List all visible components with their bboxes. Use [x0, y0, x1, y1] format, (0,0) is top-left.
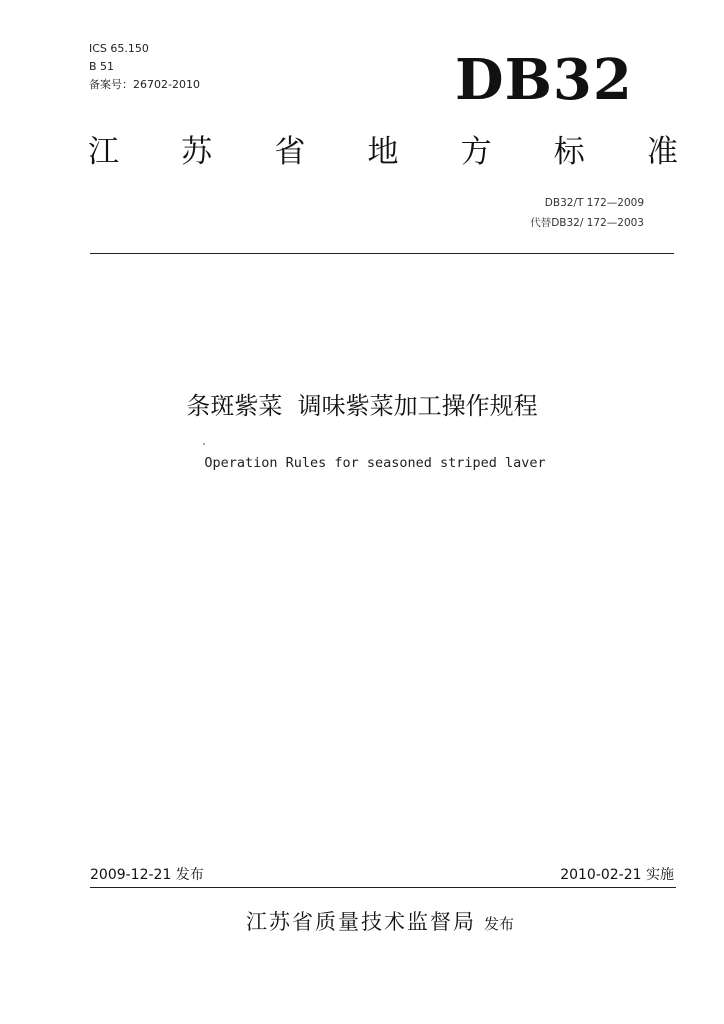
record-number: 备案号：26702-2010	[89, 78, 200, 91]
ccs-code: B 51	[89, 60, 115, 73]
standard-code-logo: DB32	[455, 47, 633, 113]
ics-code: ICS 65.150	[89, 42, 149, 55]
issuer-name: 江苏省质量技术监督局	[245, 910, 476, 934]
standard-number: DB32/T 172—2009	[544, 197, 644, 209]
publish-date: 2009-12-21 发布	[90, 867, 204, 883]
title-char: 准	[646, 134, 678, 170]
header-divider	[90, 253, 674, 254]
issuer-suffix: 发布	[483, 915, 514, 933]
title-char: 江	[88, 134, 119, 170]
document-title-english: Operation Rules for seasoned striped laver	[204, 455, 546, 471]
title-char: 苏	[181, 134, 213, 170]
title-char: 标	[553, 134, 585, 170]
scan-speck	[203, 443, 205, 445]
effective-date: 2010-02-21 实施	[560, 867, 674, 883]
standard-numbers	[530, 193, 644, 233]
classification-block	[89, 40, 200, 94]
document-title-chinese: 条斑紫菜 调味紫菜加工操作规程	[186, 392, 538, 420]
standard-type-title	[88, 132, 678, 172]
replaces-number: 代替DB32/ 172—2003	[530, 217, 644, 229]
issuing-authority	[0, 906, 724, 936]
title-char: 方	[460, 134, 492, 170]
title-char: 省	[274, 134, 306, 170]
footer-divider	[90, 887, 676, 888]
title-char: 地	[367, 134, 399, 170]
